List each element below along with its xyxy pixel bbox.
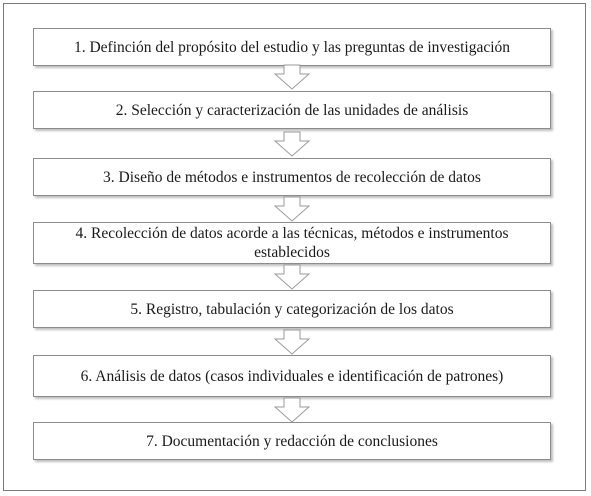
step-text-6: 6. Análisis de datos (casos individuales e identificación de patrones) [80,367,504,385]
down-arrow-3 [274,196,310,222]
down-arrow-6 [274,397,310,423]
step-box-2 [33,91,551,129]
step-box-3 [33,158,551,196]
step-box-1 [33,28,551,66]
step-box-4 [33,222,551,264]
step-text-1: 1. Definción del propósito del estudio y las preguntas de investigación [73,38,511,56]
step-box-6 [33,355,551,397]
down-arrow-2 [274,131,310,157]
step-box-7 [33,422,551,460]
down-arrow-1 [274,64,310,90]
step-text-2: 2. Selección y caracterización de las unidades de análisis [115,101,469,119]
down-arrow-5 [274,329,310,355]
step-text-4: 4. Recolección de datos acorde a las técnicas, métodos e instrumentos establecidos [75,225,509,261]
step-text-5: 5. Registro, tabulación y categorización de los datos [130,300,454,318]
step-box-5 [33,290,551,328]
down-arrow-4 [274,264,310,290]
step-text-7: 7. Documentación y redacción de conclusiones [146,432,438,450]
step-text-3: 3. Diseño de métodos e instrumentos de recolección de datos [103,168,481,186]
